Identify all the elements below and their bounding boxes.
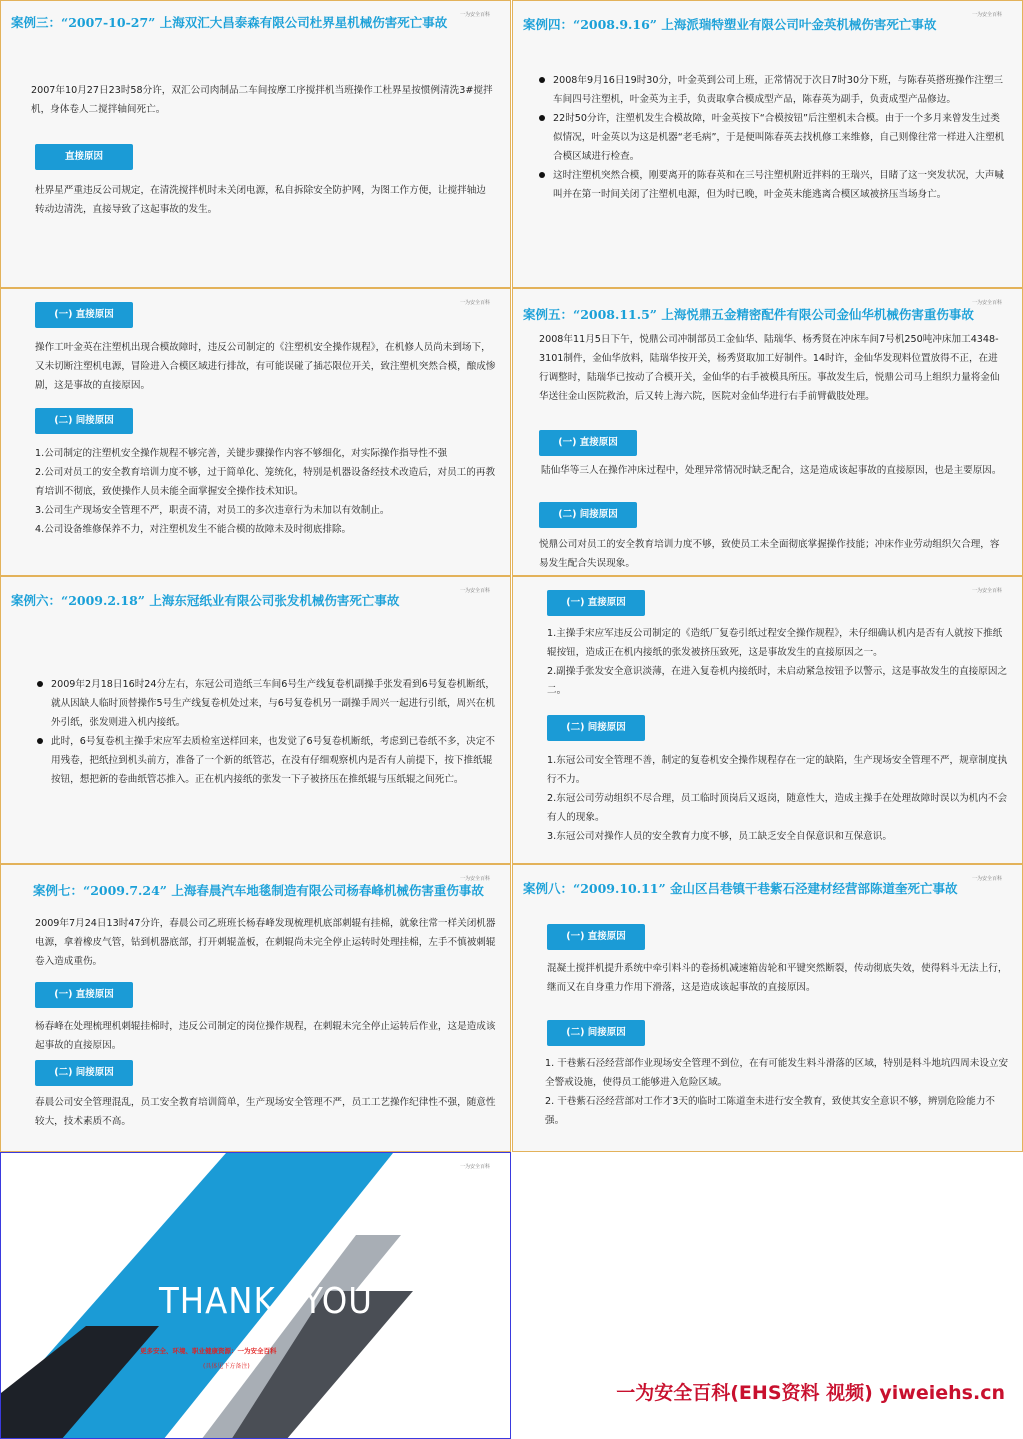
slide-case-6-causes (512, 576, 1023, 864)
brand-logo: 一为安全百科 (459, 300, 490, 306)
indirect-cause-button[interactable]: (二) 间接原因 (539, 502, 637, 528)
slide-case-8 (512, 864, 1023, 1152)
note-text: (具体见下方备注) (203, 1363, 250, 1370)
direct-cause-button[interactable]: 直接原因 (35, 144, 133, 170)
brand-logo: 一为安全百科 (459, 876, 490, 882)
indirect-cause-text: 悦鼎公司对员工的安全教育培训力度不够，致使员工未全面彻底掌握操作技能；冲床作业劳动组织欠合理，容易发生配合失误现象。 (539, 539, 1000, 569)
direct-cause-button[interactable]: (一) 直接原因 (547, 924, 645, 950)
list-item: 2. 干巷紫石泾经营部对工作才3天的临时工陈道奎未进行安全教育，致使其安全意识不够，辨别危险能力不强。 (545, 1096, 996, 1126)
slide-case-3 (0, 0, 511, 288)
indirect-cause-list (545, 1054, 1010, 1130)
list-item: 2.公司对员工的安全教育培训力度不够，过于简单化、笼统化，特别是机器设备经技术改造后，对员工的再教育培训不彻底，致使操作人员未能全面掌握安全操作技术知识。 (35, 467, 496, 497)
list-item: 4.公司设备维修保养不力，对注塑机发生不能合模的故障未及时彻底排除。 (35, 524, 352, 535)
list-item: 1.公司制定的注塑机安全操作规程不够完善，关键步骤操作内容不够细化，对实际操作指导性不强 (35, 448, 448, 459)
indirect-cause-list (547, 751, 1009, 846)
slide-case-4 (512, 0, 1023, 288)
slide-title: 案例五：“2008.11.5” 上海悦鼎五金精密配件有限公司金仙华机械伤害重伤事故 (523, 307, 974, 322)
slide-title: 案例七：“2009.7.24” 上海春晨汽车地毯制造有限公司杨春峰机械伤害重伤事故 (33, 883, 484, 898)
intro-text: 2009年7月24日13时47分许，春晨公司乙班班长杨春峰发现梳理机底部刺辊有挂棉，就象往常一样关闭机器电源，拿着橡皮气管，钻到机器底部，打开刺辊盖板，在刺辊尚未完全停止运转时处理挂棉，左手不慎被刺辊卷入造成重伤。 (35, 918, 496, 967)
list-item: 2.东冠公司劳动组织不尽合理，员工临时顶岗后又返岗，随意性大，造成主操手在处理故障时误以为机内不会有人的现象。 (547, 793, 1008, 823)
direct-cause-button[interactable]: (一) 直接原因 (35, 982, 133, 1008)
brand-logo: 一为安全百科 (459, 588, 490, 594)
indirect-cause-text: 春晨公司安全管理混乱，员工安全教育培训简单，生产现场安全管理不严，员工工艺操作纪律性不强，随意性较大，技术素质不高。 (35, 1097, 496, 1127)
indirect-cause-button[interactable]: (二) 间接原因 (35, 1060, 133, 1086)
list-item: 1.主操手宋应军违反公司制定的《造纸厂复卷引纸过程安全操作规程》，未仔细确认机内是否有人就按下推纸辊按钮，造成正在机内接纸的张发被挤压致死，这是事故发生的直接原因之一。 (547, 628, 1003, 658)
slide-case-6 (0, 576, 511, 864)
indirect-cause-list (35, 444, 497, 539)
list-item: 3.东冠公司对操作人员的安全教育力度不够，员工缺乏安全自保意识和互保意识。 (547, 831, 892, 842)
direct-cause-text: 陆仙华等三人在操作冲床过程中，处理异常情况时缺乏配合，这是造成该起事故的直接原因，也是主要原因。 (541, 465, 1002, 476)
brand-logo: 一为安全百科 (971, 876, 1002, 882)
direct-cause-button[interactable]: (一) 直接原因 (35, 302, 133, 328)
direct-cause-button[interactable]: (一) 直接原因 (547, 590, 645, 616)
bullet-list (537, 71, 1005, 204)
direct-cause-text: 混凝土搅拌机提升系统中牵引料斗的卷扬机减速箱齿轮和平键突然断裂，传动彻底失效，使得料斗无法上行，继而又在自身重力作用下滑落，这是造成该起事故的直接原因。 (547, 963, 1008, 993)
slide-thank-you (0, 1152, 511, 1439)
list-item: 此时，6号复卷机主操手宋应军去质检室送样回来，也发觉了6号复卷机断纸，考虑到已卷纸不多，决定不用残卷，把纸拉到机头前方，准备了一个新的纸管芯，在没有仔细观察机内是否有人前提下，按下推纸辊按钮，想把新的卷曲纸管芯推入。正在机内接纸的张发一下子被挤压在推纸辊与压纸辊之间死亡。 (35, 732, 495, 789)
indirect-cause-button[interactable]: (二) 间接原因 (547, 1020, 645, 1046)
thank-text: THANK (159, 1281, 276, 1322)
list-item: 3.公司生产现场安全管理不严，职责不清，对员工的多次违章行为未加以有效制止。 (35, 505, 390, 516)
list-item: 2009年2月18日16时24分左右，东冠公司造纸三车间6号生产线复卷机副操手张发看到6号复卷机断纸，就从因缺人临时顶替操作5号生产线复卷机处过来，与6号复卷机另一副操手周兴一起进行引纸，周兴在机外引纸，张发则进入机内接纸。 (35, 675, 495, 732)
direct-cause-text: 操作工叶金英在注塑机出现合模故障时，违反公司制定的《注塑机安全操作规程》，在机修人员尚未到场下，又未切断注塑机电源，冒险进入合模区域进行排故，有可能误碰了插芯限位开关，致注塑机突然合模，酿成惨剧，这是事故的直接原因。 (35, 342, 496, 391)
slide-title: 案例四：“2008.9.16” 上海派瑞特塑业有限公司叶金英机械伤害死亡事故 (523, 17, 937, 32)
brand-logo: 一为安全百科 (971, 12, 1002, 18)
intro-text: 2008年11月5日下午，悦鼎公司冲制部员工金仙华、陆瑞华、杨秀贤在冲床车间7号机250吨冲床加工4348-3101制件，金仙华放料，陆瑞华按开关，杨秀贤取加工好制件。14时许，金仙华发现料位置放得不正，在进行调整时，陆瑞华已按动了合模开关，金仙华的右手被模具所压。事故发生后，悦鼎公司马上组织力量将金仙华送往金山医院救治，后又转上海六院，医院对金仙华进行右手前臂截肢处理。 (539, 334, 1000, 402)
list-item: 1.东冠公司安全管理不善，制定的复卷机安全操作规程存在一定的缺陷，生产现场安全管理不严，规章制度执行不力。 (547, 755, 1008, 785)
you-text: YOU (303, 1281, 374, 1322)
slide-title: 案例三：“2007-10-27” 上海双汇大昌泰森有限公司杜界星机械伤害死亡事故 (11, 15, 448, 30)
indirect-cause-button[interactable]: (二) 间接原因 (35, 408, 133, 434)
brand-logo: 一为安全百科 (971, 588, 1002, 594)
brand-logo: 一为安全百科 (459, 12, 490, 18)
brand-logo: 一为安全百科 (459, 1164, 490, 1170)
direct-cause-button[interactable]: (一) 直接原因 (539, 430, 637, 456)
cause-text: 杜界星严重违反公司规定，在清洗搅拌机时未关闭电源，私自拆除安全防护网，为图工作方便，让搅拌轴边转动边清洗，直接导致了这起事故的发生。 (35, 185, 486, 215)
slide-title: 案例六：“2009.2.18” 上海东冠纸业有限公司张发机械伤害死亡事故 (11, 593, 400, 608)
indirect-cause-button[interactable]: (二) 间接原因 (547, 715, 645, 741)
list-item: 这时注塑机突然合模，刚要离开的陈春英和在三号注塑机附近拌料的王瑞兴，目睹了这一突发状况，大声喊叫并在第一时间关闭了注塑机电源，但为时已晚，叶金英未能逃离合模区域被挤压当场身亡。 (537, 166, 1005, 204)
list-item: 2.副操手张发安全意识淡薄，在进入复卷机内接纸时，未启动紧急按钮予以警示，这是事故发生的直接原因之二。 (547, 666, 1008, 696)
intro-text: 2007年10月27日23时58分许，双汇公司肉制品二车间按摩工序搅拌机当班操作工杜界星按惯例清洗3#搅拌机，身体卷人二搅拌轴间死亡。 (31, 85, 493, 115)
slide-title: 案例八：“2009.10.11” 金山区吕巷镇干巷紫石泾建材经营部陈道奎死亡事故 (523, 881, 958, 896)
slide-case-4-causes (0, 288, 511, 576)
bullet-list (35, 675, 495, 789)
resource-promo-text: 更多安全、环境、职业健康资源：一为安全百科 (140, 1347, 277, 1355)
direct-cause-list (547, 624, 1009, 700)
slide-case-5 (512, 288, 1023, 576)
direct-cause-text: 杨春峰在处理梳理机刺辊挂棉时，违反公司制定的岗位操作规程，在刺辊未完全停止运转后作业，这是造成该起事故的直接原因。 (35, 1021, 496, 1051)
list-item: 2008年9月16日19时30分，叶金英到公司上班，正常情况于次日7时30分下班，与陈春英搭班操作注塑三车间四号注塑机，叶金英为主手，负责取拿合模成型产品，陈春英为副手，负责成型产品修边。 (537, 71, 1005, 109)
slide-case-7 (0, 864, 511, 1152)
list-item: 22时50分许，注塑机发生合模故障，叶金英按下“合模按钮”后注塑机未合模。由于一个多月来曾发生过类似情况，叶金英以为这是机器“老毛病”，于是便叫陈春英去找机修工来维修，自己则像往常一样进入注塑机合模区域进行检查。 (537, 109, 1005, 166)
brand-logo: 一为安全百科 (971, 300, 1002, 306)
footer-brand-link[interactable]: 一为安全百科(EHS资料 视频) yiweiehs.cn (616, 1382, 1005, 1404)
list-item: 1. 干巷紫石泾经营部作业现场安全管理不到位，在有可能发生料斗滑落的区域，特别是料斗地坑四周未设立安全警戒设施，使得员工能够进入危险区域。 (545, 1058, 1009, 1088)
